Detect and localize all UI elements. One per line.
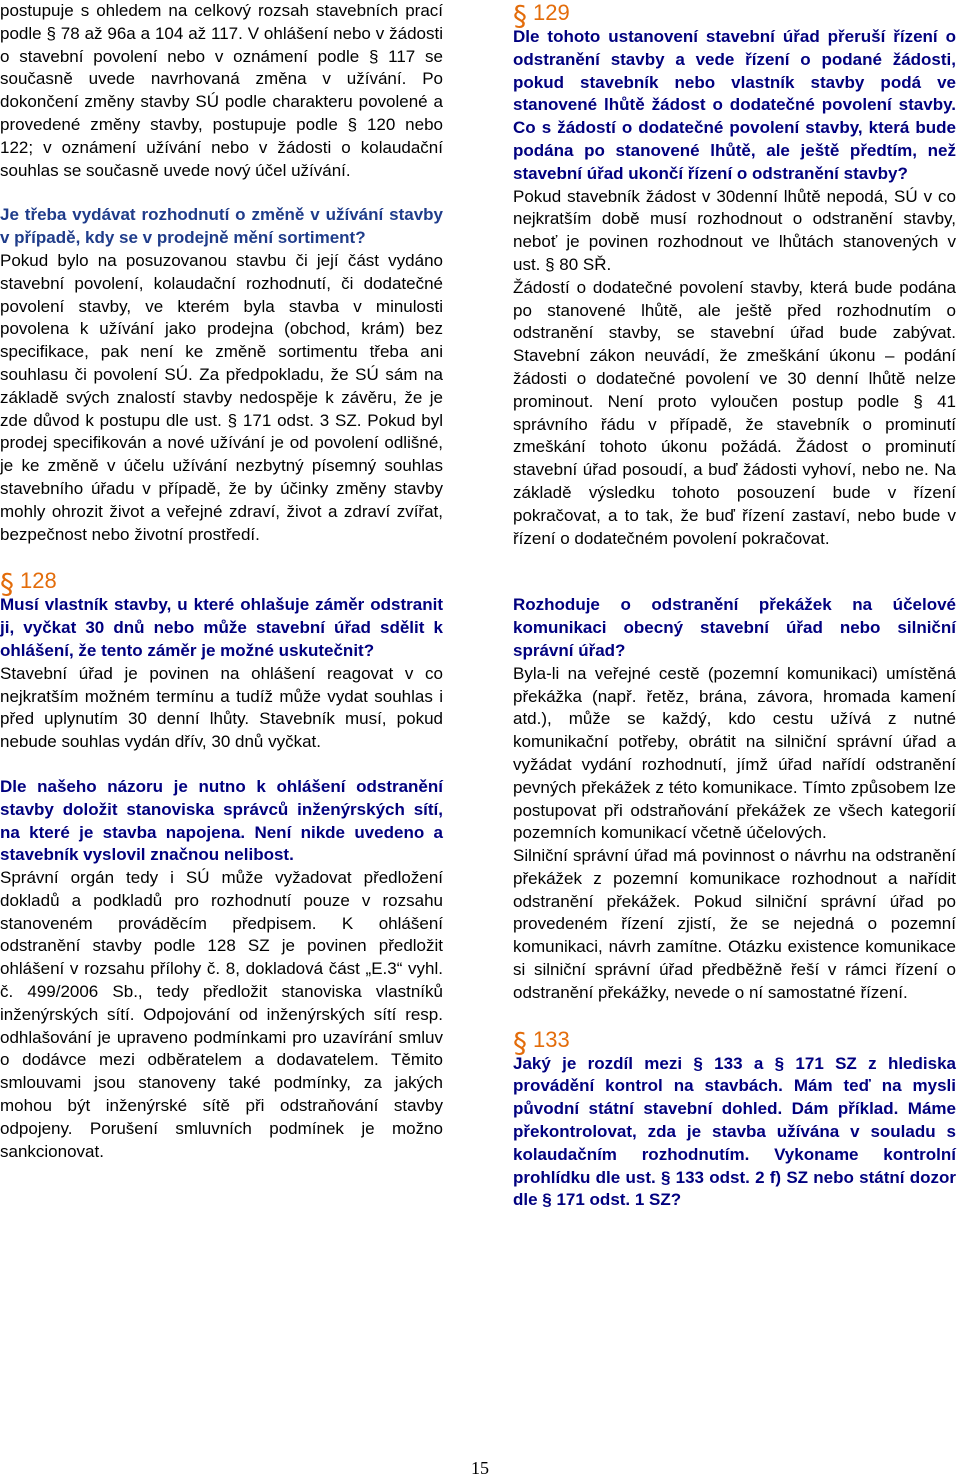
question-heading: Dle tohoto ustanovení stavební úřad přeruší řízení o odstranění stavby a vede řízení o podané žádosti, pokud stavebník nebo vlastník stavby podá ve stanovené lhůtě žádost o dodatečné povolení stavby. Co s žádostí o dodatečné povolení stavby, která bude podána po stanovené lhůtě, ale ještě předtím, než stavební úřad ukončí řízení o odstranění stavby? [513, 27, 956, 183]
question-heading: Rozhoduje o odstranění překážek na účelové komunikaci obecný stavební úřad nebo silniční správní úřad? [513, 595, 956, 660]
answer-paragraph: Pokud stavebník žádost v 30denní lhůtě nepodá, SÚ v co nejkratším době musí rozhodnout o odstranění stavby, neboť je povinen rozhodnout ve lhůtách stanovených v ust. § 80 SŘ. [513, 186, 956, 274]
answer-paragraph: Silniční správní úřad má povinnost o návrhu na odstranění překážek z pozemní komunikace rozhodnout a nařídit odstranění překážek. Pokud silniční správní úřad po provedeném řízení zjistí, že se nejedná o pozemní komunikaci, návrh zamítne. Otázku existence komunikace si silniční správní úřad předběžně řeší v rámci řízení o odstranění překážky, nevede o ní samostatné řízení. [513, 846, 956, 1002]
spacer [513, 550, 956, 572]
spacer [0, 182, 443, 204]
question-heading: Jaký je rozdíl mezi § 133 a § 171 SZ z hlediska provádění kontrol na stavbách. Mám teď na mysli původní státní stavební dohled. Dám příklad. Máme překontrolovat, zda je stavba užívána v souladu s kolaudačním rozhodnutím. Vykoname kontrolní prohlídku dle ust. § 133 odst. 2 f) SZ nebo státní dozor dle § 171 odst. 1 SZ? [513, 1053, 956, 1210]
page-number: 15 [471, 1458, 489, 1478]
section-number: 129 [533, 0, 570, 25]
section-heading-128 [0, 567, 443, 601]
answer-paragraph: Žádostí o dodatečné povolení stavby, která bude podána po stanovené lhůtě, ale ještě před rozhodnutím o odstranění stavby, se stavební úřad bude zabývat. Stavební zákon neuvádí, že zmeškání úkonu – podání žádosti o dodatečné povolení ve 30 denní lhůtě nelze prominout. Není proto vyloučen postup podle § 41 správního řádu v případě, že stavebník o prominutí zmeškání tohoto úkonu požádá. Žádost o prominutí stavební úřad posoudí, a buď žádosti vyhoví, nebo ne. Na základě výsledku tohoto posouzení bude v řízení pokračovat, a to tak, že buď řízení zastaví, nebo bude v řízení o dodatečném povolení pokračovat. [513, 277, 956, 548]
answer-paragraph: Pokud bylo na posuzovanou stavbu či její část vydáno stavební povolení, kolaudační rozhodnutí, či dodatečné povolení stavby, ve kterém byla stavba v minulosti povolena k užívání jako prodejna (obchod, krám) bez specifikace, pak není ke změně sortimentu třeba ani souhlasu či povolení SÚ. Za předpokladu, že SÚ sám na základě svých znalostí stavby nedospěje k závěru, že je zde důvod k postupu dle ust. § 171 odst. 3 SZ. Pokud byl prodej specifikován a nové užívání je od povolení odlišné, je ke změně v účelu užívání nezbytný písemný souhlas stavebního úřadu v případě, že by účinky změny stavby mohly ohrozit život a veřejné zdraví, život a zdraví zvířat, bezpečnost nebo životní prostředí. [0, 250, 443, 544]
question-heading: Dle našeho názoru je nutno k ohlášení odstranění stavby doložit stanoviska správců inženýrských sítí, na které je stavba napojena. Není nikde uvedeno a stavebník vyslovil značnou nelibost. [0, 776, 443, 865]
question-heading: Musí vlastník stavby, u které ohlašuje záměr odstranit ji, vyčkat 30 dnů nebo může stavební úřad sdělit k ohlášení, že tento záměr je možné uskutečnit? [0, 595, 443, 660]
section-number: 128 [20, 568, 57, 594]
answer-paragraph: Byla-li na veřejné cestě (pozemní komunikaci) umístěná překážka (např. řetěz, brána, závora, hromada kamení atd.), může se každý, kdo cestu užívá z nutné komunikační potřeby, obrátit na silniční správní úřad a vyžádat vydání rozhodnutí, jímž úřad nařídí odstranění pevných překážek z této komunikace. Tímto způsobem lze postupovat při odstraňování překážek ze všech kategorií pozemních komunikací včetně účelových. [513, 663, 956, 843]
spacer [0, 546, 443, 568]
spacer [513, 1005, 956, 1027]
section-heading-133 [513, 1025, 956, 1059]
answer-paragraph: Správní orgán tedy i SÚ může vyžadovat předložení dokladů a podkladů pro rozhodnutí pouze v rozsahu stanoveném prováděcím předpisem. K ohlášení odstranění stavby podle 128 SZ je povinen předložit ohlášení v rozsahu přílohy č. 8, dokladová část „E.3“ vyhl. č. 499/2006 Sb., tedy předložit stanoviska vlastníků inženýrských sítí. Odpojování od inženýrských sítí resp. odhlašování je upraveno podmínkami pro uzavírání smluv o dodávce mezi odběratelem a dodavatelem. Těmito smlouvami jsou stanoveny také podmínky, za jakých mohou být inženýrské sítě při odstraňování stavby odpojeny. Porušení smluvních podmínek je možno sankcionovat. [0, 868, 443, 1161]
answer-paragraph: Stavební úřad je povinen na ohlášení reagovat v co nejkratším možném termínu a tudíž může vydat souhlas i před uplynutím 30 denní lhůty. Stavebník musí, pokud nebude souhlas vydán dřív, 30 dnů vyčkat. [0, 663, 443, 752]
section-sign-icon: § [513, 1025, 527, 1059]
section-number: 133 [533, 1026, 570, 1052]
section-sign-icon: § [513, 0, 527, 32]
section-heading-129 [513, 0, 956, 32]
right-column [513, 0, 956, 1212]
spacer [513, 572, 956, 594]
question-heading: Je třeba vydávat rozhodnutí o změně v užívání stavby v případě, kdy se v prodejně mění sortiment? [0, 205, 443, 248]
section-sign-icon: § [0, 567, 14, 601]
paragraph: postupuje s ohledem na celkový rozsah stavebních prací podle § 78 až 96a a 104 až 117. V ohlášení nebo v žádosti o stavební povolení nebo v oznámení podle § 117 se současně uvede navrhovaná změna v užívání. Po dokončení změny stavby SÚ podle charakteru povolené a provedené změny stavby, postupuje podle § 120 nebo 122; v oznámení užívání nebo v žádosti o kolaudační souhlas se současně uvede nový účel užívání. [0, 1, 443, 180]
spacer [0, 754, 443, 776]
left-column [0, 0, 443, 1163]
